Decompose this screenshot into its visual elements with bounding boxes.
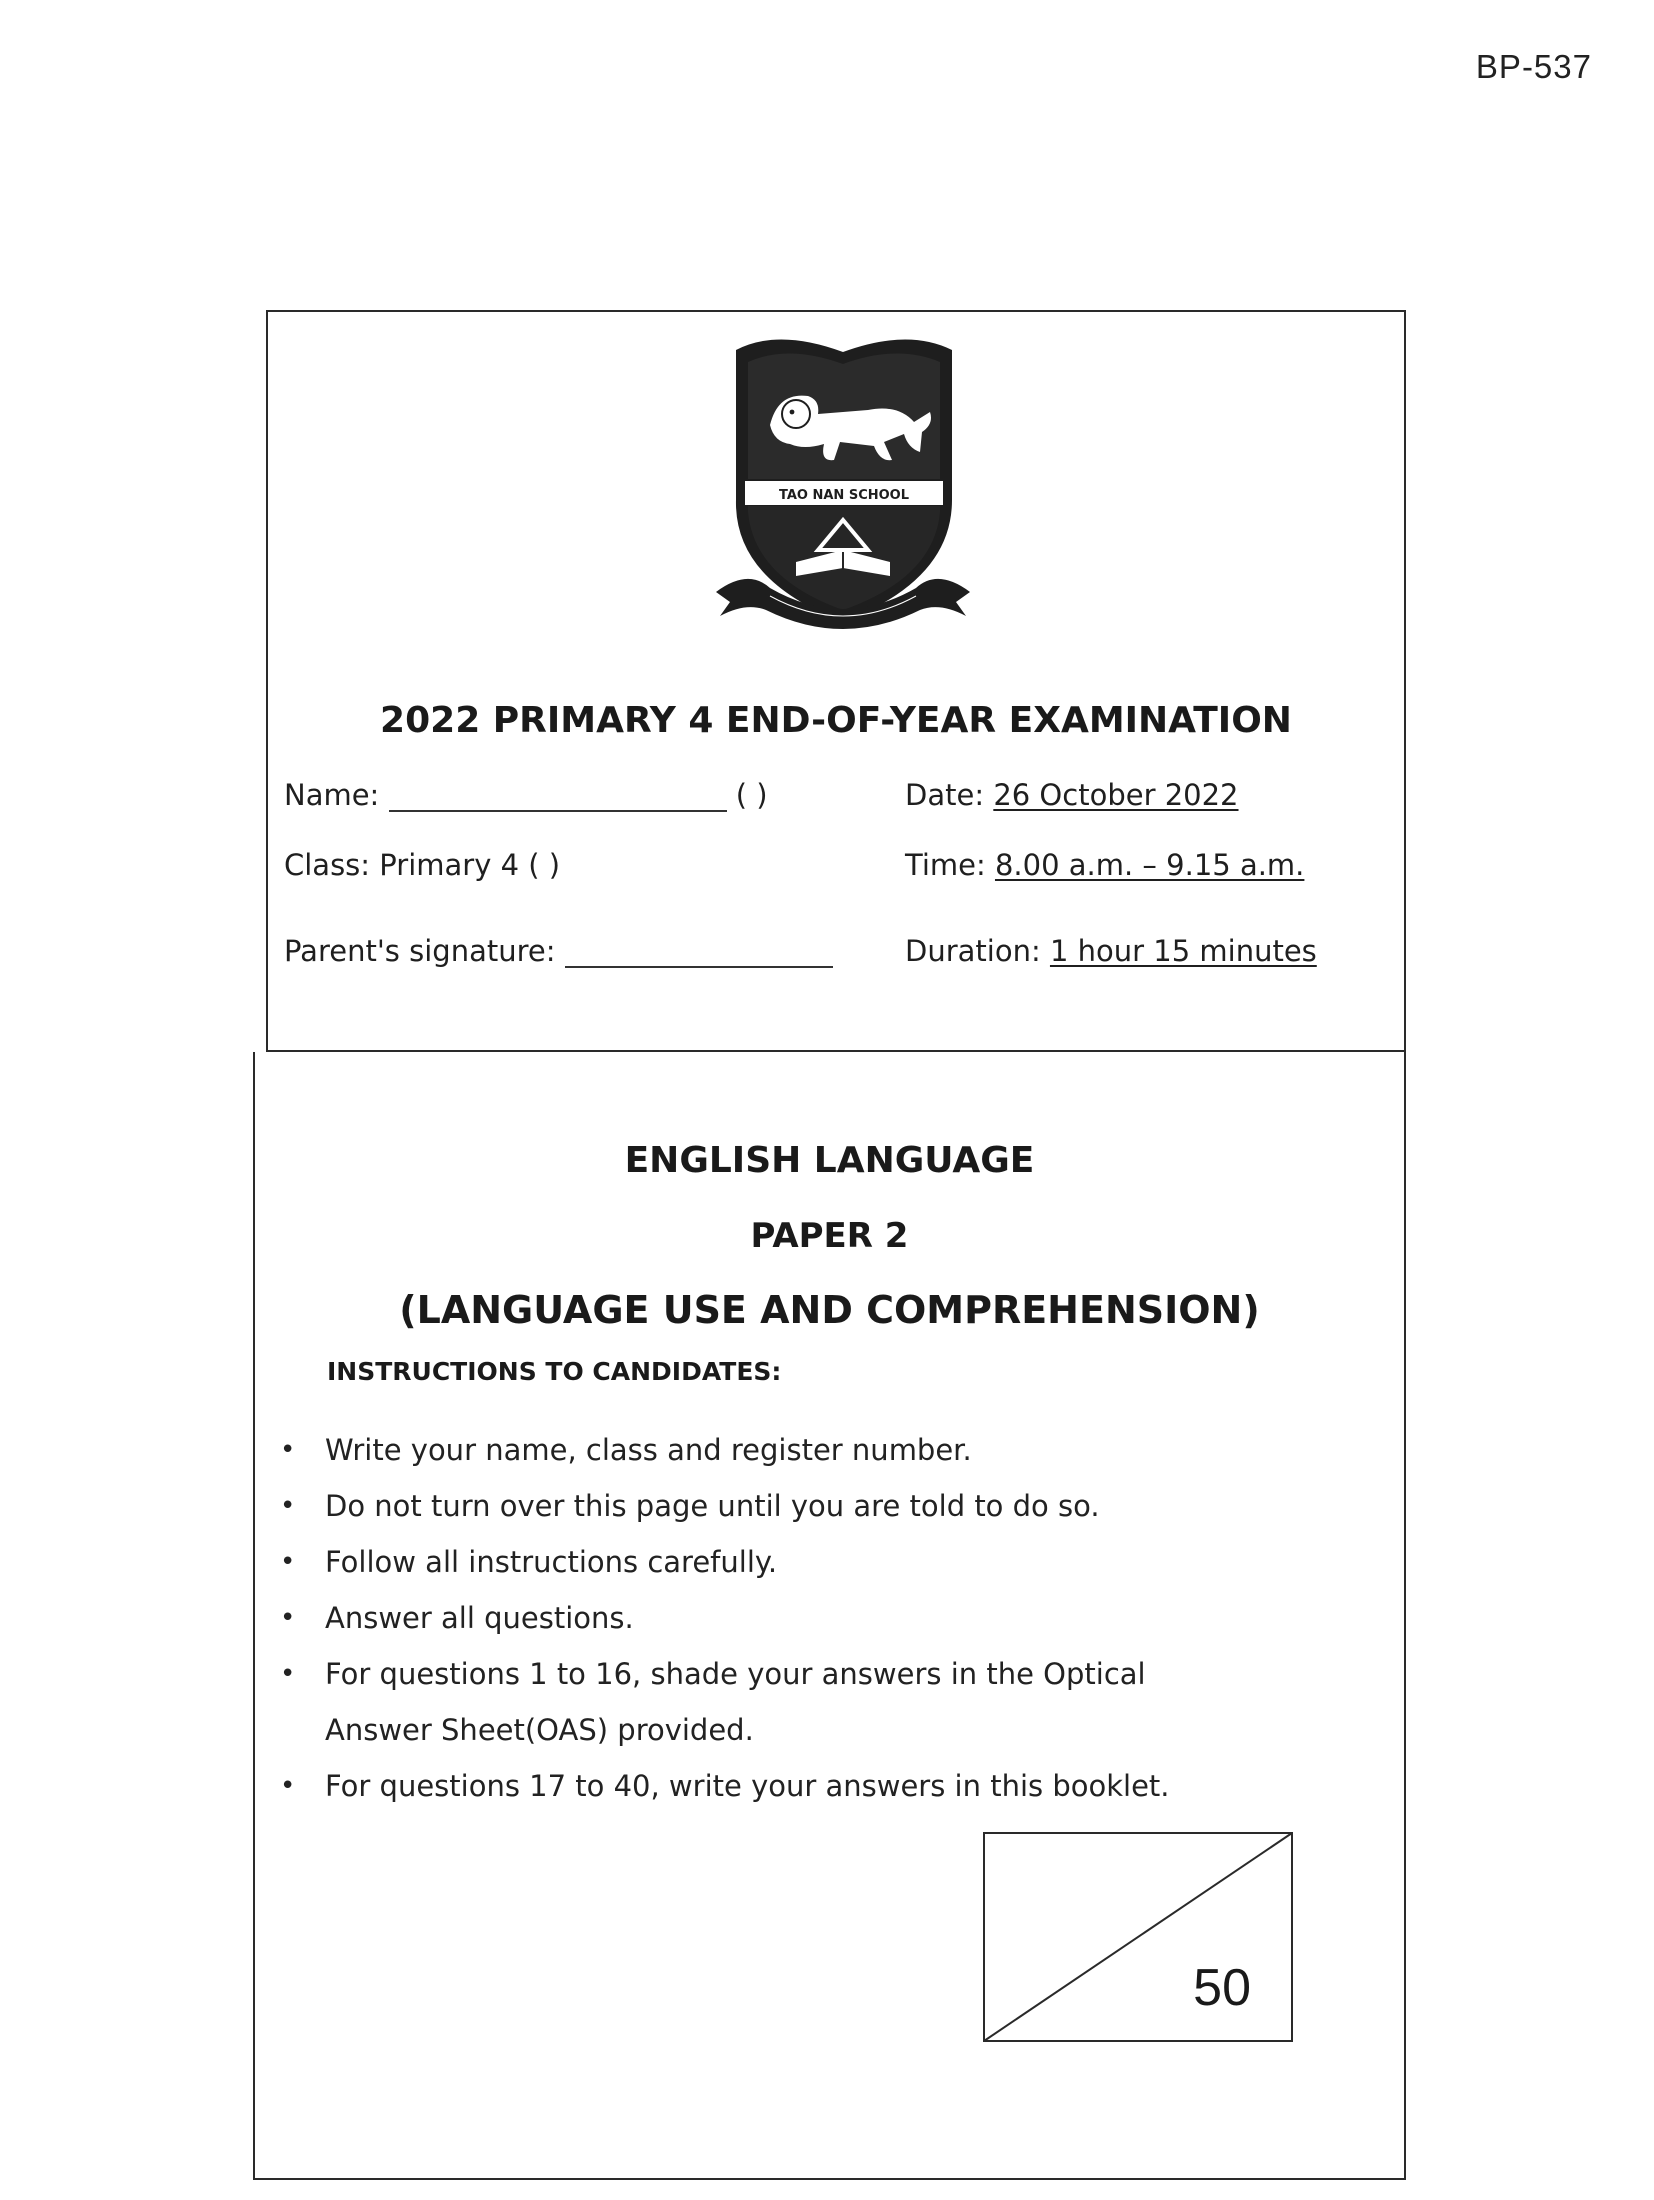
school-crest-logo (708, 330, 978, 640)
document-code: BP-537 (1475, 48, 1592, 85)
instruction-item: • Follow all instructions carefully. (280, 1534, 1380, 1590)
time-field (905, 848, 1304, 882)
instruction-item: • Answer all questions. (280, 1590, 1380, 1646)
instruction-item: • For questions 17 to 40, write your answers in this booklet. (280, 1758, 1380, 1814)
school-crest (708, 330, 978, 640)
parent-signature-field (284, 934, 833, 968)
subject-title: ENGLISH LANGUAGE (624, 1140, 1035, 1181)
instructions-heading: INSTRUCTIONS TO CANDIDATES: (327, 1357, 782, 1386)
parent-signature-label: Parent's signature: (284, 934, 556, 968)
instruction-item: • Write your name, class and register number. (280, 1422, 1380, 1478)
parent-signature-line[interactable] (565, 940, 833, 968)
instruction-item: • For questions 1 to 16, shade your answers in the Optical Answer Sheet(OAS) provided. (280, 1646, 1165, 1758)
time-value: 8.00 a.m. – 9.15 a.m. (994, 848, 1305, 882)
instructions-list (280, 1422, 1380, 1814)
register-number-bracket: ( ) (735, 778, 768, 812)
score-box (983, 1832, 1293, 2042)
date-value: 26 October 2022 (993, 778, 1239, 812)
class-value: Primary 4 ( ) (379, 848, 561, 882)
date-label: Date: (905, 778, 985, 812)
duration-label: Duration: (905, 934, 1041, 968)
duration-value: 1 hour 15 minutes (1049, 934, 1317, 968)
total-marks: 50 (1193, 1959, 1251, 2017)
name-input-line[interactable] (389, 784, 727, 812)
instruction-item: • Do not turn over this page until you are told to do so. (280, 1478, 1380, 1534)
name-field (284, 778, 768, 812)
time-label: Time: (905, 848, 986, 882)
date-field (905, 778, 1239, 812)
component-title: (LANGUAGE USE AND COMPREHENSION) (399, 1288, 1260, 1332)
duration-field (905, 934, 1317, 968)
class-label: Class: (284, 848, 371, 882)
paper-title: PAPER 2 (750, 1216, 909, 1256)
class-field (284, 848, 560, 882)
name-label: Name: (284, 778, 380, 812)
exam-title: 2022 PRIMARY 4 END-OF-YEAR EXAMINATION (380, 700, 1292, 741)
crest-school-name: TAO NAN SCHOOL (778, 488, 910, 503)
